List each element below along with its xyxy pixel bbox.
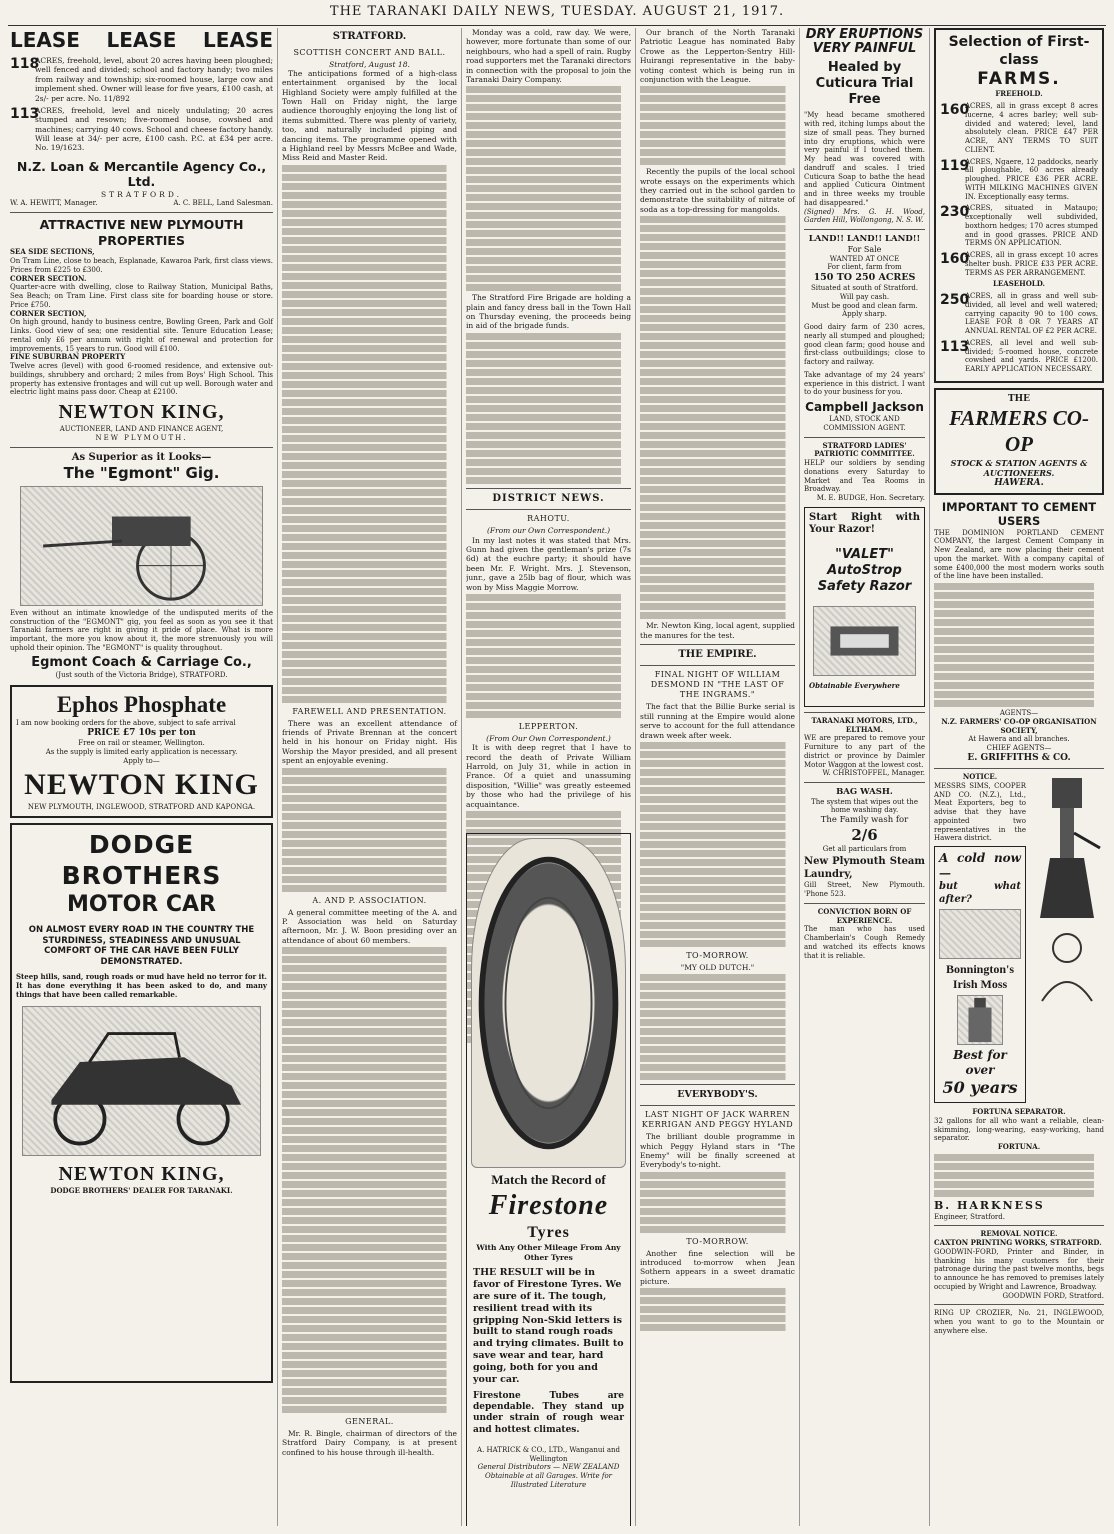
tyre-icon xyxy=(472,839,625,1167)
cement-ad: IMPORTANT TO CEMENT USERS THE DOMINION PORTLAND CEMENT COMPANY, the largest Cement Company in New Zealand, are now placing their cement upon the market. With a company capital of some £400,000 the most modern works south of the line have been installed. AGENTS— N.Z. FARMERS' CO-OP ORGANISATION SOCIETY, At Hawera and all branches. CHIEF AGENTS— E. GRIFFITHS & CO. xyxy=(934,499,1104,763)
farms-ad: Selection of First-class FARMS. FREEHOLD. 160 ACRES, all in grass except 8 acres lucerne, 4 acres barley; well sub-divided and watered; level, land absolutely clean. PRICE £47 PER ACRE, ANY TERMS TO SUIT CLIENT. 119 ACRES, Ngaere, 12 paddocks, nearly all ploughable, 60 acres already ploughed. PRICE £36 PER ACRE. WITH MILKING MACHINES GIVEN IN. Exceptionally easy terms. 230 ACRES, situated in Mataupo; exceptionally well subdivided, boxthorn hedges; 170 acres stumped and in good grasses. PRICE AND TERMS ON APPLICATION. 160 ACRES, all in grass except 10 acres shelter bush. PRICE £33 PER ACRE. TERMS AS PER ARRANGEMENT. LEASEHOLD. 250 ACRES, all in grass and well sub-divided, all level and well watered; carrying capacity 90 to 100 cows. LEASE FOR 8 OR 7 YEARS AT ANNUAL RENTAL OF £2 PER ACRE. 113 ACRES, all level and well sub-divided; 5-roomed house, concrete cowshed and yards. PRICE £1200. EARLY APPLICATION NECESSARY. xyxy=(934,28,1104,383)
column-4: Our branch of the North Taranaki Patriotic League has nominated Baby Crowe as the Lepperton-Sentry Hill-Huirangi representative in the baby-voting contest which is being run in conjunction with the League. Recently the pupils of the local school wrote essays on the experiments which they carried out in the school garden to demonstrate the suitability of nitrate of soda as a top-dressing for mangolds. Mr. Newton King, local agent, supplied the manures for the test. THE EMPIRE. FINAL NIGHT OF WILLIAM DESMOND IN "THE LAST OF THE INGRAMS." The fact that the Billie Burke serial is still running at the Empire would alone serve to account for the full attendance drawn week after week. TO-MORROW. "MY OLD DUTCH." EVERYBODY'S. LAST NIGHT OF JACK WARREN KERRIGAN AND PEGGY HYLAND The brilliant double programme in which Peggy Hyland stars in "The Enemy" will be finally screened at Everybody's to-night. TO-MORROW. Another fine selection will be introduced to-morrow when Jean Sothern appears in a sweet dramatic picture. xyxy=(640,28,800,1526)
bonningtons-brand: Bonnington's Irish Moss xyxy=(945,962,1015,991)
farm-item: 250 ACRES, all in grass and well sub-divided, all level and well watered; carrying capacity 90 to 100 cows. LEASE FOR 8 OR 7 YEARS AT ANNUAL RENTAL OF £2 PER ACRE. xyxy=(940,292,1098,335)
attractive-title: ATTRACTIVE NEW PLYMOUTH PROPERTIES xyxy=(39,217,244,248)
irish-moss-illustration xyxy=(939,909,1021,959)
land-ad: LAND!! LAND!! LAND!! For Sale WANTED AT ONCE For client, farm from 150 TO 250 ACRES Situated at south of Stratford. Will pay cash. Must be good and clean farm. Apply sharp. Good dairy farm of 230 acres, nearly all stumped and ploughed; good clean farm; good house and first-class outbuildings; close to factory and railway. Take advantage of my 24 years' experience in this district. I want to do your business for you. Campbell Jackson LAND, STOCK AND COMMISSION AGENT. xyxy=(804,234,925,432)
egmont-title: The "Egmont" Gig. xyxy=(63,464,220,483)
newton-king-name: NEWTON KING, xyxy=(58,401,225,424)
attractive-properties-ad: ATTRACTIVE NEW PLYMOUTH PROPERTIES SEA SIDE SECTIONS, On Tram Line, close to beach, Esplanade, Kawaroa Park, first class views. Prices from £225 to £300. CORNER SECTION. Quarter-acre with dwelling, close to Railway Station, Municipal Baths, Sea Beach; on Tram Line. First class site for boarding house or store. Price £750. CORNER SECTION, On high ground, handy to business centre, Bowling Green, Park and Golf Links. Good view of sea; one residential site. Tenure Education Lease; rental only £6 per annum with right of renewal and protection for improvements, 15 years to run. Good will £100. FINE SUBURBAN PROPERTY Twelve acres (level) with good 6-roomed residence, and extensive out-buildings, shrubbery and orchard; 2 miles from Boys' High School. This property has extensive frontages and will cut up well. Borough water and electric light mains pass door. Cheap at £2100. NEWTON KING, AUCTIONEER, LAND AND FINANCE AGENT, NEW PLYMOUTH. xyxy=(10,217,273,442)
fortuna-separator-ad: FORTUNA SEPARATOR. 32 gallons for all who want a reliable, clean-skimming, long-wearing, easy-working, hand separator. FORTUNA. B. HARKNESS Engineer, Stratford. xyxy=(934,1107,1104,1221)
farm-item: 113 ACRES, all level and well sub-divided; 5-roomed house, concrete cowshed and yards. PRICE £1200. EARLY APPLICATION NECESSARY. xyxy=(940,338,1098,373)
lepperton-heading: LEPPERTON. xyxy=(518,721,579,731)
taranaki-motors-ad: TARANAKI MOTORS, LTD., ELTHAM. WE are prepared to remove your Furniture to any part of the district or province by Daimler Motor Waggon at the lowest cost. W. CHRISTOFFEL, Manager. xyxy=(804,715,925,778)
sims-cooper-notice: NOTICE. MESSRS SIMS, COOPER AND CO. (N.Z.), Ltd., Meat Exporters, beg to advise that they have appointed two representatives in the Hawera district. xyxy=(934,772,1026,843)
ephos-newton-king: NEWTON KING xyxy=(24,767,259,801)
gig-illustration xyxy=(20,486,263,606)
separator-icon xyxy=(1030,773,1104,923)
rahotu-heading: RAHOTU. xyxy=(527,514,570,524)
nz-loan-town: STRATFORD. xyxy=(101,190,182,199)
cement-title: IMPORTANT TO CEMENT USERS xyxy=(941,499,1097,529)
dodge-brothers-ad: DODGE BROTHERS MOTOR CAR ON ALMOST EVERY ROAD IN THE COUNTRY THE STURDINESS, STEADINESS AND UNUSUAL COMFORT OF THE CAR HAVE BEEN FULLY DEMONSTRATED. Steep hills, sand, rough roads or mud have held no terror for it. It has done everything it has been asked to do, and many things that have been called remarkable. NEWTON KING, DODGE BROTHERS' DEALER FOR TARANAKI. xyxy=(10,823,273,1383)
dodge-title: DODGE BROTHERS xyxy=(61,829,222,891)
ladies-patriotic-notice: STRATFORD LADIES' PATRIOTIC COMMITTEE. HELP our soldiers by sending donations every Saturday to Market and Tea Rooms in Broadway. M. E. BUDGE, Hon. Secretary. xyxy=(804,440,925,503)
firestone-brand: Firestone xyxy=(488,1190,609,1222)
valet-razor-ad: Start Right with Your Razor! "VALET" AutoStrop Safety Razor Obtainable Everywhere xyxy=(804,507,925,707)
farm-item: 230 ACRES, situated in Mataupo; exceptionally well subdivided, boxthorn hedges; 170 acres stumped and in good grasses. PRICE AND TERMS ON APPLICATION. xyxy=(940,204,1098,248)
farmers-coop-ad: THE FARMERS CO-OP STOCK & STATION AGENTS & AUCTIONEERS. HAWERA. xyxy=(934,388,1104,495)
everybodys-heading: EVERYBODY'S. xyxy=(677,1089,758,1101)
bottle-icon xyxy=(958,996,1002,1044)
egmont-gig-ad: As Superior as it Looks— The "Egmont" Gig. Even without an intimate knowledge of the undisputed merits of the construction of the "EGMONT" gig, you feel as soon as you see it that Taranaki farmers are right in giving it pride of place. What is more important, the more you know about it, the more strenuously you will uphold their opinion. The "EGMONT" is quality throughout. Egmont Coach & Carriage Co., (Just south of the Victoria Bridge), STRATFORD. xyxy=(10,451,273,679)
razor-illustration xyxy=(813,606,916,676)
crozier-notice: RING UP CROZIER, No. 21, INGLEWOOD, when you want to go to the Mountain or anywhere else. xyxy=(934,1309,1104,1335)
tyre-illustration xyxy=(471,838,626,1168)
valet-brand: "VALET" AutoStrop Safety Razor xyxy=(817,546,912,595)
lease-ad xyxy=(10,28,273,208)
lease-item: 118 ACRES, freehold, level, about 20 acres having been ploughed; well fenced and divided; school and factory handy; two miles from railway and township; six-roomed house, large cow and implement shed. Owner will lease for five years, £100 cash, at 2s/- per acre. No. 11/892 xyxy=(10,56,273,103)
car-illustration xyxy=(22,1006,261,1156)
dodge-newton-king: NEWTON KING, xyxy=(58,1162,225,1185)
removal-notice: REMOVAL NOTICE. CAXTON PRINTING WORKS, STRATFORD. GOODWIN-FORD, Printer and Binder, in thanking his many customers for their patronage during the past twelve months, begs to announce he has removed to premises lately occupied by Wright and Lawrence, Broadway. GOODWIN FORD, Stratford. xyxy=(934,1229,1104,1300)
lease-word: LEASE xyxy=(203,28,273,52)
steam-laundry-name: New Plymouth Steam Laundry, xyxy=(804,856,925,880)
lease-word: LEASE xyxy=(106,28,177,52)
harkness-name: B. HARKNESS xyxy=(934,1198,1045,1212)
general-heading: GENERAL. xyxy=(345,1417,394,1426)
gig-icon xyxy=(21,487,262,605)
cuticura-title: DRY ERUPTIONS VERY PAINFUL xyxy=(805,28,924,57)
motor-car-icon xyxy=(23,1007,260,1155)
bag-wash-price: 2/6 xyxy=(851,825,878,844)
separator-illustration xyxy=(1030,773,1104,923)
cuticura-ad: DRY ERUPTIONS VERY PAINFUL Healed by Cuticura Trial Free "My head became smothered with red, itching lumps about the size of small peas. They burned into dry eruptions, which were very painful if I touched them. My head was covered with dandruff and scales. I tried Cuticura Soap to bathe the head and applied Cuticura Ointment and in three weeks my trouble had disappeared." (Signed) Mrs. G. H. Wood, Garden Hill, Wollongong, N. S. W. xyxy=(804,28,925,225)
column-5 xyxy=(804,28,930,1526)
nz-loan-title: N.Z. Loan & Mercantile Agency Co., Ltd. xyxy=(16,158,267,190)
newton-king-sub: AUCTIONEER, LAND AND FINANCE AGENT, xyxy=(59,425,224,434)
egmont-firm: Egmont Coach & Carriage Co., xyxy=(31,654,252,670)
farm-item: 160 ACRES, all in grass except 10 acres shelter bush. PRICE £33 PER ACRE. TERMS AS PER ARRANGEMENT. xyxy=(940,251,1098,277)
farewell-heading: FAREWELL AND PRESENTATION. xyxy=(292,706,447,716)
man-portrait-icon xyxy=(1030,923,1104,1003)
farm-item: 160 ACRES, all in grass except 8 acres lucerne, 4 acres barley; well sub-divided and watered; level, land absolutely clean. PRICE £47 PER ACRE, ANY TERMS TO SUIT CLIENT. xyxy=(940,102,1098,154)
nz-loan-salesman: A. C. BELL, Land Salesman. xyxy=(173,199,273,208)
bag-wash-ad: BAG WASH. The system that wipes out the home washing day. The Family wash for 2/6 Get all particulars from New Plymouth Steam Laundry, Gill Street, New Plymouth. 'Phone 523. xyxy=(804,787,925,899)
lease-word: LEASE xyxy=(10,28,80,52)
empire-heading: THE EMPIRE. xyxy=(678,648,757,660)
man-illustration xyxy=(1030,923,1104,1003)
scottish-concert-heading: SCOTTISH CONCERT AND BALL. xyxy=(293,47,446,57)
bottle-illustration xyxy=(957,995,1003,1045)
conviction-ad: CONVICTION BORN OF EXPERIENCE. The man who has used Chamberlain's Cough Remedy and watched its effects knows that it is reliable. xyxy=(804,906,925,960)
column-6 xyxy=(934,28,1108,1526)
razor-icon xyxy=(814,607,915,675)
column-2: STRATFORD. SCOTTISH CONCERT AND BALL. Stratford, August 18. The anticipations formed of a high-class entertainment organised by the local Highland Society were amply fulfilled at the Town Hall on Friday night, the large audience thoroughly enjoying the long list of items submitted. There was plenty of variety, too, and naturally included piping and dancing items. The programme opened with a Highland reel by Messrs McBee and Wade, Miss Reid and Master Reid. FAREWELL AND PRESENTATION. There was an excellent attendance of friends of Private Brennan at the concert held in his honour on Friday night. His Worship the Mayor presided, and all present spent an enjoyable evening. A. AND P. ASSOCIATION. A general committee meeting of the A. and P. Association was held on Saturday afternoon, Mr. J. W. Boon presiding over an attendance of about 60 members. GENERAL. Mr. R. Bingle, chairman of directors of the Stratford Dairy Company, is at present confined to his house through ill-health. xyxy=(282,28,462,1526)
district-news-heading: DISTRICT NEWS. xyxy=(492,492,605,504)
ephos-title: Ephos Phosphate xyxy=(56,691,227,717)
firestone-ad: Match the Record of Firestone Tyres With Any Other Mileage From Any Other Tyres THE RESULT will be in favor of Firestone Tyres. We are sure of it. The tough, resilient tread with its gripping Non-Skid letters is built to stand rough roads and trying climates. Built to save wear and tear, hard going, both for you and your car. Firestone Tubes are dependable. They stand up under strain of rough wear and hottest climates. A. HATRICK & CO., LTD., Wanganui and Wellington General Distributors — NEW ZEALAND Obtainable at all Garages. Write for Illustrated Literature xyxy=(466,833,631,1526)
farmers-coop-name: FARMERS CO-OP xyxy=(949,406,1089,457)
campbell-jackson-name: Campbell Jackson xyxy=(805,400,924,415)
irish-moss-ad: A cold now— but what after? Bonnington's Irish Moss Best for over 50 years xyxy=(934,846,1026,1103)
separator-illustration-column xyxy=(1030,773,1104,1108)
column-1 xyxy=(10,28,278,1526)
nz-loan-manager: W. A. HEWITT, Manager. xyxy=(10,199,98,208)
lease-item: 113 ACRES, freehold, level and nicely undulating; 20 acres stumped and resown; five-roomed house, cowshed and machines; carrying 40 cows. School and cheese factory handy. Will lease at 34/- per acre, £100 cash. P.C. at £34 per acre. No. 19/1623. xyxy=(10,105,274,153)
masthead: THE TARANAKI DAILY NEWS, TUESDAY. AUGUST 21, 1917. xyxy=(8,4,1106,26)
ap-association-heading: A. AND P. ASSOCIATION. xyxy=(312,895,427,905)
farm-item: 119 ACRES, Ngaere, 12 paddocks, nearly all ploughable, 60 acres already ploughed. PRICE £36 PER ACRE. WITH MILKING MACHINES GIVEN IN. Exceptionally easy terms. xyxy=(940,157,1098,201)
stratford-heading: STRATFORD. xyxy=(332,31,407,42)
column-3: Monday was a cold, raw day. We were, however, more fortunate than some of our neighbours, who had a spell of rain. Rugby road supporters met the Taranaki directors in connection with the proposal to join the Taranaki Dairy Company. The Stratford Fire Brigade are holding a plain and fancy dress ball in the Town Hall on Thursday evening, the proceeds being in aid of the brigade funds. DISTRICT NEWS. RAHOTU. (From our Own Correspondent.) In my last notes it was stated that Mrs. Gunn had given the gentleman's prize (7s 6d) at the euchre party; it should have been Mr. F. Wright. Mrs. J. Stevenson, junr., gave a 25lb bag of flour, which was won by Miss Maggie Morrow. LEPPERTON. (From Our Own Correspondent.) It is with deep regret that I have to record the death of Private William Harrold, on July 31, while in action in France. Of a quiet and unassuming disposition, "Willie" was greatly esteemed by those who had the privilege of his acquaintance. Match the Record of Firestone Tyres With Any Other Mileage From Any Other Tyres THE RESULT will be in favor of Firestone Tyres. We are sure of it. The tough, resilient tread with its gripping Non-Skid letters is built to stand rough roads and trying climates. Built to save wear and tear, hard going, both for you and your car. Firestone Tubes are dependable. They stand up under strain of rough wear and hottest climates. A. HATRICK & CO., LTD., Wanganui and Wellington General Distributors — NEW ZEALAND Obtainable at all Garages. Write for Illustrated Literature xyxy=(466,28,636,1526)
ephos-phosphate-ad: Ephos Phosphate I am now booking orders for the above, subject to safe arrival PRICE £7 10s per ton Free on rail or steamer, Wellington. As the supply is limited early application is necessary. Apply to— NEWTON KING NEW PLYMOUTH, INGLEWOOD, STRATFORD AND KAPONGA. xyxy=(10,685,273,818)
newton-king-town: NEW PLYMOUTH. xyxy=(95,433,188,442)
article-paragraph: The anticipations formed of a high-class entertainment organised by the local Highland Society were amply fulfilled at the Town Hall on Friday night, the large audience thoroughly enjoying the long list of items submitted. There was plenty of variety, too, and naturally included piping and dancing items. The programme opened with a Highland reel by Messrs McBee and Wade, Miss Reid and Master Reid. xyxy=(282,68,457,163)
farms-title: FARMS. xyxy=(977,69,1061,89)
